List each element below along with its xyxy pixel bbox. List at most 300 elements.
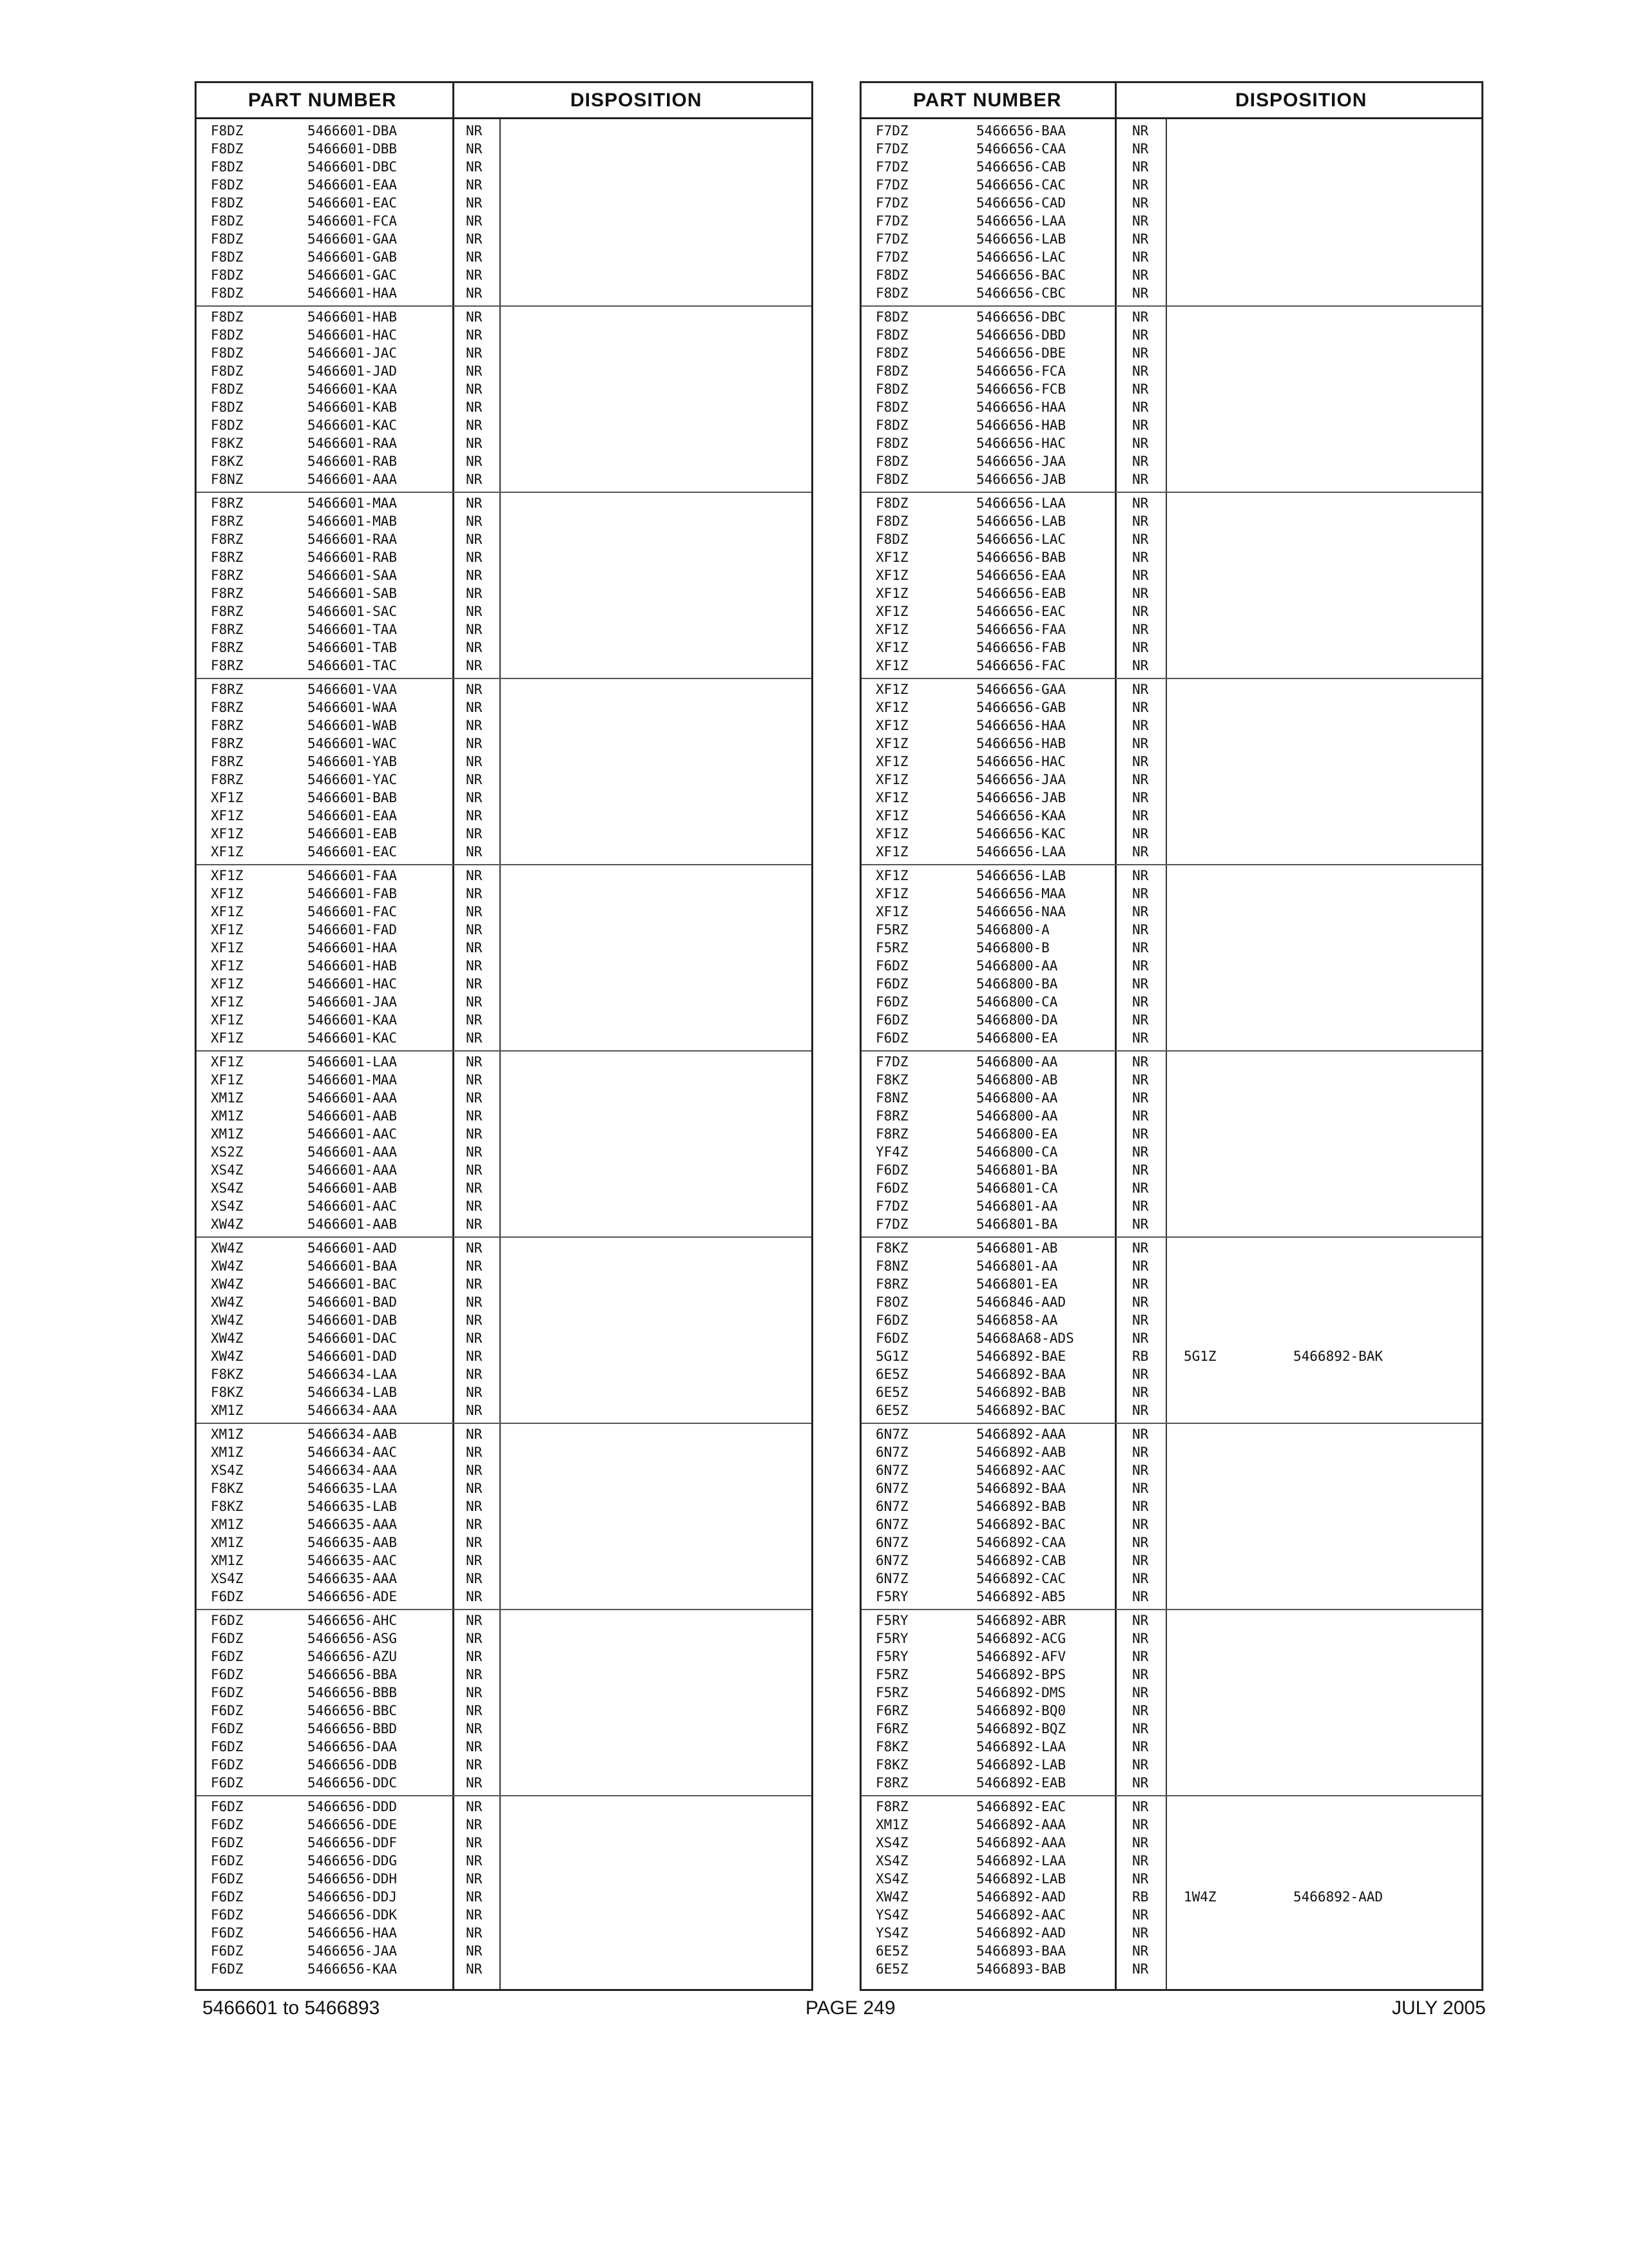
- part-number: 5466801-AA: [976, 1198, 1058, 1214]
- table-row: [862, 512, 1481, 530]
- disposition-code: NR: [466, 399, 483, 415]
- table-row: [197, 566, 811, 584]
- part-number: 5466601-AAA: [307, 1162, 398, 1178]
- part-prefix: XS4Z: [211, 1463, 244, 1478]
- part-number: 5466634-AAB: [307, 1427, 398, 1442]
- disposition-code: NR: [1132, 1385, 1149, 1400]
- part-prefix: F6DZ: [876, 1162, 909, 1178]
- table-row: [862, 1720, 1481, 1738]
- table-row: [197, 1888, 811, 1906]
- part-prefix: XM1Z: [211, 1427, 244, 1442]
- table-row: [197, 680, 811, 698]
- disposition-code: NR: [1132, 994, 1149, 1010]
- part-number: 5466892-AB5: [976, 1589, 1066, 1604]
- part-prefix: F8RZ: [211, 586, 244, 601]
- disposition-code: NR: [466, 1258, 483, 1274]
- part-prefix: F6DZ: [211, 1871, 244, 1887]
- table-row: [197, 1533, 811, 1552]
- disposition-code: NR: [1132, 267, 1149, 283]
- disposition-code: NR: [1132, 718, 1149, 733]
- table-row: [862, 194, 1481, 212]
- disposition-code: NR: [466, 1367, 483, 1382]
- table-row: [197, 1588, 811, 1606]
- table-row: [197, 398, 811, 416]
- part-prefix: XF1Z: [211, 1030, 244, 1046]
- part-prefix: F7DZ: [876, 231, 909, 247]
- table-row: [197, 1942, 811, 1960]
- table-row: [862, 1347, 1481, 1365]
- disposition-code: NR: [1132, 1499, 1149, 1514]
- table-row: [862, 1479, 1481, 1497]
- disposition-code: NR: [466, 904, 483, 919]
- part-number: 5466601-MAA: [307, 1072, 398, 1088]
- table-row: [862, 566, 1481, 584]
- part-prefix: F5RZ: [876, 922, 909, 937]
- part-number: 5466800-CA: [976, 994, 1058, 1010]
- disposition-code: NR: [1132, 604, 1149, 619]
- part-number: 5466801-AB: [976, 1240, 1058, 1256]
- part-number: 5466800-AA: [976, 1108, 1058, 1124]
- part-prefix: XF1Z: [211, 904, 244, 919]
- table-row: [197, 1479, 811, 1497]
- table-row: [862, 1552, 1481, 1570]
- part-prefix: F7DZ: [876, 213, 909, 229]
- part-prefix: F8DZ: [211, 141, 244, 157]
- part-prefix: 6N7Z: [876, 1481, 909, 1496]
- table-row: [197, 1629, 811, 1648]
- table-row: [862, 434, 1481, 452]
- disposition-code: NR: [1132, 1054, 1149, 1070]
- part-prefix: F5RZ: [876, 1685, 909, 1700]
- disposition-code: NR: [466, 940, 483, 956]
- table-row: [197, 1702, 811, 1720]
- disposition-code: NR: [466, 682, 483, 697]
- disposition-code: NR: [1132, 1276, 1149, 1292]
- part-number: 5466801-CA: [976, 1180, 1058, 1196]
- part-number: 5466601-EAA: [307, 177, 398, 193]
- part-prefix: XF1Z: [876, 718, 909, 733]
- part-prefix: F7DZ: [876, 141, 909, 157]
- part-number: 5466601-DBA: [307, 123, 398, 139]
- part-number: 5466601-HAA: [307, 285, 398, 301]
- part-number: 5466656-CAB: [976, 159, 1066, 175]
- part-number: 5466892-BAE: [976, 1349, 1066, 1364]
- table-row: [197, 470, 811, 488]
- part-prefix: F8DZ: [876, 495, 909, 511]
- part-number: 5466601-JAA: [307, 994, 398, 1010]
- part-number: 5466601-FAB: [307, 886, 398, 901]
- part-number: 5466656-EAB: [976, 586, 1066, 601]
- table-row: [197, 230, 811, 248]
- table-row: [862, 825, 1481, 843]
- group-separator: [862, 1050, 1481, 1052]
- part-prefix: F8RZ: [211, 604, 244, 619]
- part-prefix: XF1Z: [876, 844, 909, 860]
- part-prefix: XF1Z: [211, 844, 244, 860]
- table-row: [862, 1239, 1481, 1257]
- part-number: 5466892-AAA: [976, 1817, 1066, 1832]
- table-row: [197, 1311, 811, 1329]
- disposition-code: NR: [466, 363, 483, 379]
- disposition-code: NR: [466, 1481, 483, 1496]
- table-row: [197, 1239, 811, 1257]
- part-prefix: XF1Z: [876, 640, 909, 655]
- table-row: [197, 1347, 811, 1365]
- disposition-code: NR: [1132, 1943, 1149, 1959]
- disposition-code: NR: [1132, 1703, 1149, 1718]
- table-row: [862, 362, 1481, 380]
- part-number: 5466601-SAB: [307, 586, 398, 601]
- disposition-code: NR: [466, 1276, 483, 1292]
- part-number: 5466656-GAA: [976, 682, 1066, 697]
- disposition-code: NR: [466, 436, 483, 451]
- table-row: [862, 1443, 1481, 1461]
- part-prefix: F6DZ: [211, 1853, 244, 1869]
- group-separator: [197, 864, 811, 865]
- part-number: 5466892-BAB: [976, 1385, 1066, 1400]
- table-row: [197, 1870, 811, 1888]
- disposition-code: NR: [1132, 141, 1149, 157]
- disposition-code: NR: [466, 1090, 483, 1106]
- part-number: 5466635-LAB: [307, 1499, 398, 1514]
- disposition-code: NR: [1132, 1571, 1149, 1586]
- disposition-code: NR: [1132, 1613, 1149, 1628]
- part-prefix: F7DZ: [876, 195, 909, 211]
- part-number: 5466601-KAA: [307, 1012, 398, 1028]
- part-number: 5466892-EAB: [976, 1775, 1066, 1791]
- table-row: [862, 1611, 1481, 1629]
- part-prefix: YS4Z: [876, 1925, 909, 1941]
- table-row: [862, 470, 1481, 488]
- disposition-code: RB: [1132, 1349, 1149, 1364]
- table-row: [862, 680, 1481, 698]
- disposition-code: NR: [466, 267, 483, 283]
- part-number: 5466634-LAA: [307, 1367, 398, 1382]
- part-prefix: F5RY: [876, 1613, 909, 1628]
- table-row: [862, 939, 1481, 957]
- disposition-code: NR: [466, 1126, 483, 1142]
- part-prefix: XW4Z: [211, 1294, 244, 1310]
- part-prefix: F5RY: [876, 1649, 909, 1664]
- part-number: 5466656-CBC: [976, 285, 1066, 301]
- table-row: [197, 1215, 811, 1233]
- table-row: [862, 1515, 1481, 1533]
- disposition-code: NR: [1132, 922, 1149, 937]
- part-prefix: F6DZ: [211, 1667, 244, 1682]
- table-row: [197, 1071, 811, 1089]
- part-prefix: F8RZ: [211, 682, 244, 697]
- part-prefix: F8DZ: [876, 436, 909, 451]
- disposition-code: NR: [1132, 345, 1149, 361]
- disposition-code: NR: [466, 1631, 483, 1646]
- part-prefix: XF1Z: [211, 976, 244, 992]
- disposition-code: NR: [1132, 454, 1149, 469]
- table-row: [862, 398, 1481, 416]
- part-prefix: 6E5Z: [876, 1367, 909, 1382]
- group-separator: [862, 492, 1481, 493]
- table-row: [197, 1906, 811, 1924]
- part-number: 5466656-HAA: [976, 718, 1066, 733]
- disposition-code: NR: [1132, 231, 1149, 247]
- part-prefix: XS4Z: [211, 1162, 244, 1178]
- part-number: 5466635-LAA: [307, 1481, 398, 1496]
- part-prefix: F6DZ: [876, 976, 909, 992]
- part-prefix: F8DZ: [211, 399, 244, 415]
- table-row: [862, 735, 1481, 753]
- table-row: [197, 362, 811, 380]
- part-prefix: F6RZ: [876, 1721, 909, 1736]
- part-number: 5466892-AAD: [976, 1925, 1066, 1941]
- part-prefix: F8KZ: [211, 1367, 244, 1382]
- part-prefix: F5RY: [876, 1631, 909, 1646]
- disposition-code: NR: [1132, 327, 1149, 343]
- table-row: [862, 1924, 1481, 1942]
- part-prefix: F8KZ: [211, 1481, 244, 1496]
- part-prefix: XF1Z: [876, 682, 909, 697]
- table-row: [197, 308, 811, 326]
- table-row: [197, 1774, 811, 1792]
- disposition-code: NR: [466, 1703, 483, 1718]
- disposition-code: NR: [466, 381, 483, 397]
- part-number: 5466601-AAD: [307, 1240, 398, 1256]
- disposition-code: NR: [466, 604, 483, 619]
- part-prefix: XW4Z: [876, 1889, 909, 1905]
- disposition-code: NR: [466, 1463, 483, 1478]
- part-prefix: F8RZ: [876, 1775, 909, 1791]
- disposition-code: NR: [466, 550, 483, 565]
- table-row: [197, 1960, 811, 1978]
- part-number: 5466634-AAA: [307, 1403, 398, 1418]
- part-prefix: F8RZ: [211, 640, 244, 655]
- part-prefix: F8RZ: [876, 1108, 909, 1124]
- disposition-code: NR: [1132, 1445, 1149, 1460]
- table-row: [197, 620, 811, 639]
- disposition-code: NR: [1132, 1403, 1149, 1418]
- disposition-code: NR: [1132, 772, 1149, 787]
- disposition-code: NR: [466, 1427, 483, 1442]
- disposition-code: NR: [466, 1721, 483, 1736]
- part-number: 5466601-BAC: [307, 1276, 398, 1292]
- table-row: [197, 194, 811, 212]
- disposition-code: NR: [1132, 640, 1149, 655]
- disposition-code: NR: [1132, 123, 1149, 139]
- disposition-code: NR: [1132, 177, 1149, 193]
- disposition-code: NR: [1132, 1631, 1149, 1646]
- table-row: [862, 1161, 1481, 1179]
- disposition-code: NR: [466, 195, 483, 211]
- replacement-number: 5466892-AAD: [1293, 1889, 1383, 1905]
- part-number: 5466601-RAB: [307, 550, 398, 565]
- part-number: 5466601-HAA: [307, 940, 398, 956]
- disposition-code: NR: [1132, 1367, 1149, 1382]
- disposition-code: NR: [466, 141, 483, 157]
- table-row: [197, 1329, 811, 1347]
- part-prefix: XF1Z: [876, 808, 909, 823]
- disposition-heading: DISPOSITION: [570, 90, 702, 111]
- part-prefix: F8DZ: [211, 195, 244, 211]
- disposition-code: NR: [466, 958, 483, 974]
- part-prefix: XF1Z: [211, 922, 244, 937]
- table-row: [862, 1329, 1481, 1347]
- table-row: [197, 843, 811, 861]
- disposition-code: NR: [466, 472, 483, 487]
- table-row: [197, 789, 811, 807]
- disposition-code: NR: [1132, 1180, 1149, 1196]
- part-number: 54668A68-ADS: [976, 1331, 1074, 1346]
- part-number: 5466656-FAC: [976, 658, 1066, 673]
- part-number: 5466656-LAC: [976, 532, 1066, 547]
- table-row: [197, 416, 811, 434]
- part-prefix: F8KZ: [211, 1385, 244, 1400]
- disposition-code: NR: [466, 844, 483, 860]
- part-number: 5466800-A: [976, 922, 1050, 937]
- part-prefix: 6N7Z: [876, 1463, 909, 1478]
- part-number: 5466656-FAA: [976, 622, 1066, 637]
- table-row: [862, 1125, 1481, 1143]
- part-prefix: F6DZ: [211, 1799, 244, 1814]
- part-number: 5466656-AZU: [307, 1649, 398, 1664]
- part-number: 5466892-DMS: [976, 1685, 1066, 1700]
- table-row: [862, 1011, 1481, 1029]
- table-row: [862, 1311, 1481, 1329]
- part-prefix: F8DZ: [876, 472, 909, 487]
- table-row: [197, 1257, 811, 1275]
- table-row: [862, 1071, 1481, 1089]
- table-row: [862, 1666, 1481, 1684]
- part-number: 5466601-HAB: [307, 309, 398, 325]
- disposition-code: NR: [466, 309, 483, 325]
- disposition-code: NR: [466, 1144, 483, 1160]
- part-prefix: F8DZ: [211, 418, 244, 433]
- table-row: [197, 176, 811, 194]
- part-prefix: 6N7Z: [876, 1535, 909, 1550]
- table-row: [197, 1684, 811, 1702]
- table-row: [862, 807, 1481, 825]
- part-number: 5466601-LAA: [307, 1054, 398, 1070]
- disposition-code: NR: [1132, 363, 1149, 379]
- disposition-code: NR: [1132, 958, 1149, 974]
- part-number: 5466656-DDD: [307, 1799, 398, 1814]
- table-row: [197, 1834, 811, 1852]
- part-number: 5466656-CAA: [976, 141, 1066, 157]
- part-number: 5466601-WAC: [307, 736, 398, 751]
- part-prefix: F8NZ: [876, 1090, 909, 1106]
- part-number: 5466601-RAA: [307, 532, 398, 547]
- table-row: [862, 1425, 1481, 1443]
- part-number: 5466656-MAA: [976, 886, 1066, 901]
- part-prefix: XS2Z: [211, 1144, 244, 1160]
- table-row: [197, 1924, 811, 1942]
- part-number: 5466601-KAC: [307, 418, 398, 433]
- part-prefix: XF1Z: [876, 826, 909, 841]
- table-row: [862, 248, 1481, 266]
- part-number: 5466892-AAC: [976, 1907, 1066, 1923]
- part-prefix: F6DZ: [211, 1685, 244, 1700]
- right-parts-table: [860, 81, 1483, 1991]
- table-row: [862, 140, 1481, 158]
- part-number: 5466800-CA: [976, 1144, 1058, 1160]
- part-prefix: XF1Z: [876, 604, 909, 619]
- part-prefix: XF1Z: [876, 904, 909, 919]
- table-row: [862, 1684, 1481, 1702]
- part-number: 5466635-AAC: [307, 1553, 398, 1568]
- part-number: 5466656-HAA: [307, 1925, 398, 1941]
- group-separator: [862, 1236, 1481, 1238]
- table-row: [197, 1107, 811, 1125]
- table-row: [862, 1942, 1481, 1960]
- part-number: 5466601-SAC: [307, 604, 398, 619]
- footer-date: JULY 2005: [1392, 1997, 1486, 2019]
- disposition-code: NR: [1132, 754, 1149, 769]
- part-number: 5466635-AAA: [307, 1517, 398, 1532]
- part-number: 5466601-FAC: [307, 904, 398, 919]
- part-number: 5466601-EAC: [307, 844, 398, 860]
- part-number: 5466601-YAB: [307, 754, 398, 769]
- part-prefix: XF1Z: [211, 940, 244, 956]
- part-prefix: F8RZ: [211, 718, 244, 733]
- part-prefix: XF1Z: [211, 994, 244, 1010]
- part-prefix: F8OZ: [876, 1294, 909, 1310]
- table-row: [197, 266, 811, 284]
- table-row: [197, 1738, 811, 1756]
- table-row: [197, 1552, 811, 1570]
- table-row: [862, 1257, 1481, 1275]
- table-row: [862, 1293, 1481, 1311]
- part-prefix: F8DZ: [211, 381, 244, 397]
- part-number: 5466801-EA: [976, 1276, 1058, 1292]
- disposition-code: NR: [466, 1240, 483, 1256]
- table-row: [862, 921, 1481, 939]
- disposition-code: NR: [466, 1331, 483, 1346]
- disposition-code: NR: [1132, 1853, 1149, 1869]
- table-row: [862, 1852, 1481, 1870]
- part-prefix: XF1Z: [211, 868, 244, 883]
- part-number: 5466800-AA: [976, 958, 1058, 974]
- table-row: [862, 1870, 1481, 1888]
- part-prefix: XM1Z: [211, 1517, 244, 1532]
- table-row: [197, 1401, 811, 1419]
- table-row: [862, 1365, 1481, 1383]
- part-prefix: F8RZ: [211, 622, 244, 637]
- part-number: 5466893-BAA: [976, 1943, 1066, 1959]
- disposition-code: NR: [466, 700, 483, 715]
- part-number: 5466601-AAC: [307, 1198, 398, 1214]
- part-prefix: XM1Z: [211, 1445, 244, 1460]
- part-number: 5466656-HAC: [976, 436, 1066, 451]
- part-number: 5466601-SAA: [307, 568, 398, 583]
- table-row: [862, 1648, 1481, 1666]
- part-prefix: XS4Z: [211, 1198, 244, 1214]
- disposition-code: NR: [1132, 1427, 1149, 1442]
- part-prefix: 6E5Z: [876, 1943, 909, 1959]
- disposition-code: NR: [1132, 418, 1149, 433]
- part-number: 5466656-LAA: [976, 844, 1066, 860]
- part-number: 5466656-DBE: [976, 345, 1066, 361]
- part-prefix: F6DZ: [876, 1012, 909, 1028]
- disposition-code: NR: [466, 1775, 483, 1791]
- disposition-code: NR: [1132, 1463, 1149, 1478]
- disposition-code: NR: [466, 1853, 483, 1869]
- right-table-header: [862, 83, 1481, 119]
- part-prefix: F8RZ: [211, 495, 244, 511]
- part-prefix: F6DZ: [211, 1757, 244, 1773]
- part-number: 5466601-AAA: [307, 1144, 398, 1160]
- part-number: 5466656-FCA: [976, 363, 1066, 379]
- part-prefix: F8DZ: [211, 249, 244, 265]
- part-prefix: F7DZ: [876, 177, 909, 193]
- part-number: 5466601-MAA: [307, 495, 398, 511]
- part-number: 5466601-KAB: [307, 399, 398, 415]
